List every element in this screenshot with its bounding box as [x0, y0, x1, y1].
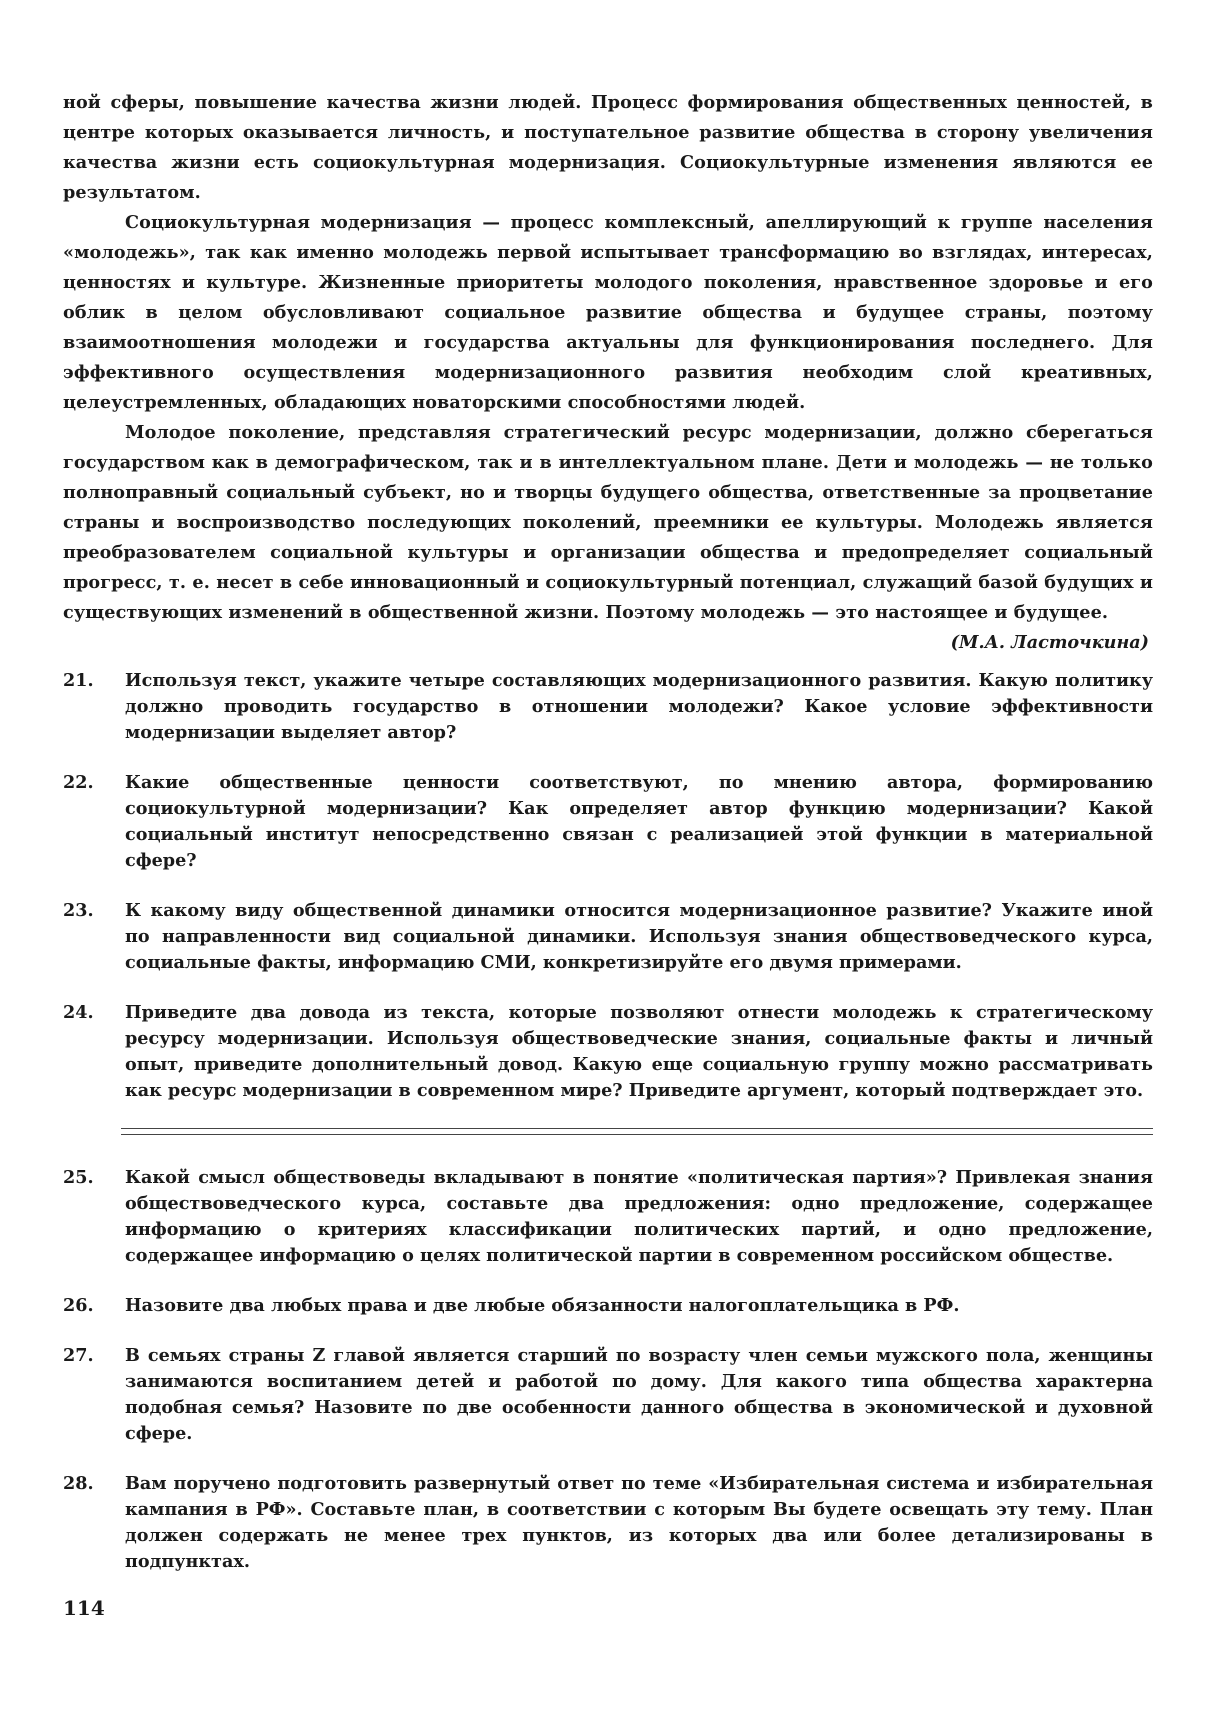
task-text: Используя текст, укажите четыре составляющих модернизационного развития. Какую политику должно проводить государство в отношении молодежи? Какое условие эффективности модернизации выделяет автор? [125, 670, 1153, 743]
task-text: В семьях страны Z главой является старший по возрасту член семьи мужского пола, женщины занимаются воспитанием детей и работой по дому. Для какого типа общества характерна подобная семья? Назовите по две особенности данного общества в экономической и духовной сфере. [125, 1345, 1153, 1444]
page-number: 114 [63, 1596, 105, 1620]
task-25 [63, 1165, 1153, 1269]
task-text: Вам поручено подготовить развернутый ответ по теме «Избирательная система и избирательная кампания в РФ». Составьте план, в соответствии с которым Вы будете освещать эту тему. План должен содержать не менее трех пунктов, из которых два или более детализированы в подпунктах. [125, 1473, 1153, 1572]
task-21 [63, 668, 1153, 746]
author-attribution: (М.А. Ласточкина) [950, 632, 1149, 653]
task-number: 22. [63, 772, 94, 793]
page-content [63, 88, 1153, 1599]
text-paragraph-1: ной сферы, повышение качества жизни людей. Процесс формирования общественных ценностей, в центре которых оказывается личность, и поступательное развитие общества в сторону увеличения качества жизни есть социокультурная модернизация. Социокультурные изменения являются ее результатом. [63, 92, 1153, 203]
task-22 [63, 770, 1153, 874]
task-text: Приведите два довода из текста, которые позволяют отнести молодежь к стратегическому ресурсу модернизации. Используя обществоведческие знания, социальные факты и личный опыт, приведите дополнительный довод. Какую еще социальную группу можно рассматривать как ресурс модернизации в современном мире? Приведите аргумент, который подтверждает это. [125, 1002, 1153, 1101]
task-number: 23. [63, 900, 94, 921]
task-text: Назовите два любых права и две любые обязанности налогоплательщика в РФ. [125, 1295, 960, 1316]
text-paragraph-2: Социокультурная модернизация — процесс комплексный, апеллирующий к группе населения «молодежь», так как именно молодежь первой испытывает трансформацию во взглядах, интересах, ценностях и культуре. Жизненные приоритеты молодого поколения, нравственное здоровье и его облик в целом обусловливают социальное развитие общества и будущее страны, поэтому взаимоотношения молодежи и государства актуальны для функционирования последнего. Для эффективного осуществления модернизационного развития необходим слой креативных, целеустремленных, обладающих новаторскими способностями людей. [63, 212, 1153, 413]
text-paragraph-3: Молодое поколение, представляя стратегический ресурс модернизации, должно сберегаться государством как в демографическом, так и в интеллектуальном плане. Дети и молодежь — не только полноправный социальный субъект, но и творцы будущего общества, ответственные за процветание страны и воспроизводство последующих поколений, преемники ее культуры. Молодежь является преобразователем социальной культуры и организации общества и предопределяет социальный прогресс, т. е. несет в себе инновационный и социокультурный потенциал, служащий базой будущих и существующих изменений в общественной жизни. Поэтому молодежь — это настоящее и будущее. [63, 422, 1153, 623]
task-28 [63, 1471, 1153, 1575]
task-23 [63, 898, 1153, 976]
task-text: К какому виду общественной динамики относится модернизационное развитие? Укажите иной по направленности вид социальной динамики. Используя знания обществоведческого курса, социальные факты, информацию СМИ, конкретизируйте его двумя примерами. [125, 900, 1153, 973]
task-number: 28. [63, 1473, 94, 1494]
section-divider [121, 1128, 1153, 1135]
task-number: 27. [63, 1345, 94, 1366]
task-text: Какие общественные ценности соответствуют, по мнению автора, формированию социокультурной модернизации? Как определяет автор функцию модернизации? Какой социальный институт непосредственно связан с реализацией этой функции в материальной сфере? [125, 772, 1153, 871]
task-number: 24. [63, 1002, 94, 1023]
task-27 [63, 1343, 1153, 1447]
task-number: 26. [63, 1295, 94, 1316]
task-24 [63, 1000, 1153, 1104]
task-text: Какой смысл обществоведы вкладывают в понятие «политическая партия»? Привлекая знания обществоведческого курса, составьте два предложения: одно предложение, содержащее информацию о критериях классификации политических партий, и одно предложение, содержащее информацию о целях политической партии в современном российском обществе. [125, 1167, 1153, 1266]
task-number: 25. [63, 1167, 94, 1188]
task-number: 21. [63, 670, 94, 691]
task-26 [63, 1293, 1153, 1319]
